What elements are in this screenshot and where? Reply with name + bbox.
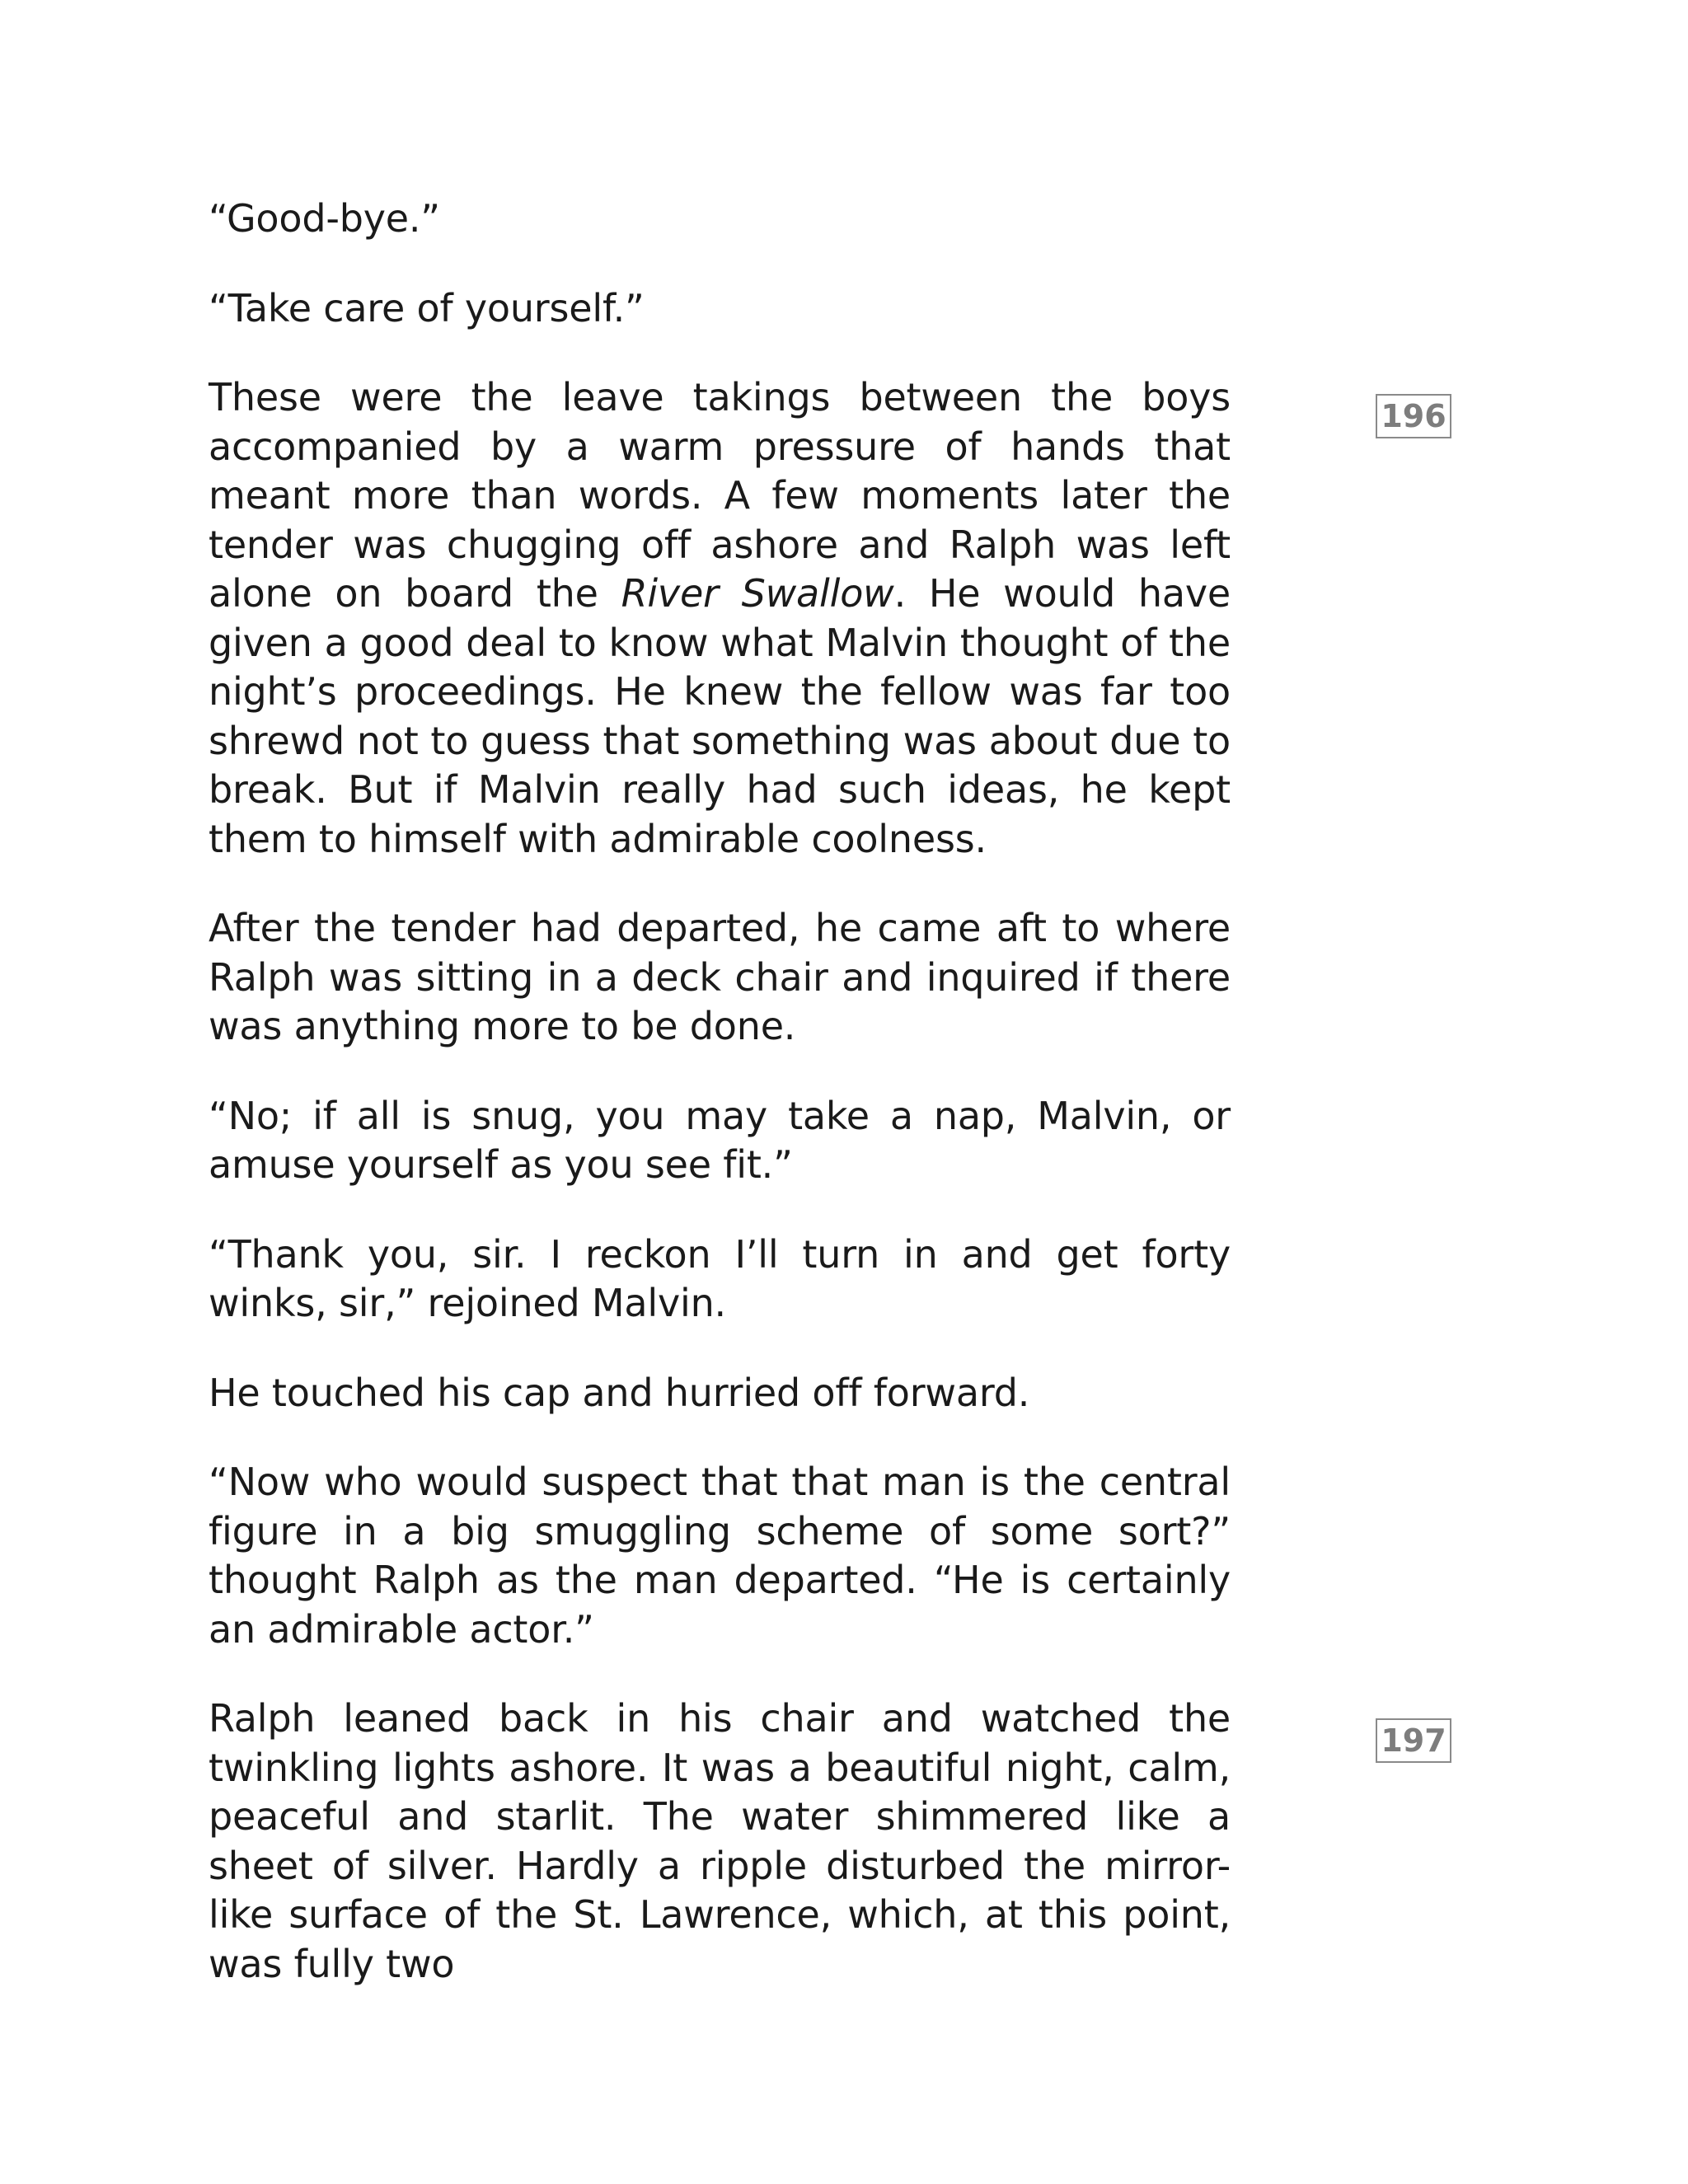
paragraph-touched-cap: He touched his cap and hurried off forward. bbox=[209, 1370, 1030, 1415]
paragraph-forty-winks: “Thank you, sir. I reckon I’ll turn in and get forty winks, sir,” rejoined Malvin. bbox=[209, 1231, 1231, 1325]
paragraph-smuggling: “Now who would suspect that that man is the central figure in a big smuggling scheme of some sort?” thought Ralph as the man departed. “He is certainly an admirable actor.” bbox=[209, 1460, 1231, 1652]
page-number-marker: 197 bbox=[1376, 1718, 1451, 1763]
paragraph-leave-takings-part1: These were the leave takings between the boys accompanied by a warm pressure of hands that meant more than words. A few moments later the tender was chugging off ashore and Ralph was left alone on board the bbox=[209, 375, 1231, 616]
paragraph-take-care: “Take care of yourself.” bbox=[209, 285, 645, 330]
paragraph-leave-takings bbox=[209, 373, 1231, 864]
page-number-marker: 196 bbox=[1376, 394, 1451, 438]
paragraph-ralph-leaned: Ralph leaned back in his chair and watched the twinkling lights ashore. It was a beautiful night, calm, peaceful and starlit. The water shimmered like a sheet of silver. Hardly a ripple disturbed the mirror-like surface of the St. Lawrence, which, at this point, was fully two bbox=[209, 1696, 1231, 1986]
paragraph-leave-takings-part2: . He would have given a good deal to know what Malvin thought of the night’s proceedings. He knew the fellow was far too shrewd not to guess that something was about due to break. But if Malvin really had such ideas, he kept them to himself with admirable coolness. bbox=[209, 571, 1231, 861]
paragraph-tender-departed: After the tender had departed, he came aft to where Ralph was sitting in a deck chair and inquired if there was anything more to be done. bbox=[209, 906, 1231, 1048]
body-text bbox=[209, 194, 1231, 2029]
ship-name-italic: River Swallow bbox=[621, 571, 894, 616]
paragraph-snug: “No; if all is snug, you may take a nap, Malvin, or amuse yourself as you see fit.” bbox=[209, 1093, 1231, 1187]
paragraph-goodbye: “Good-bye.” bbox=[209, 196, 440, 241]
